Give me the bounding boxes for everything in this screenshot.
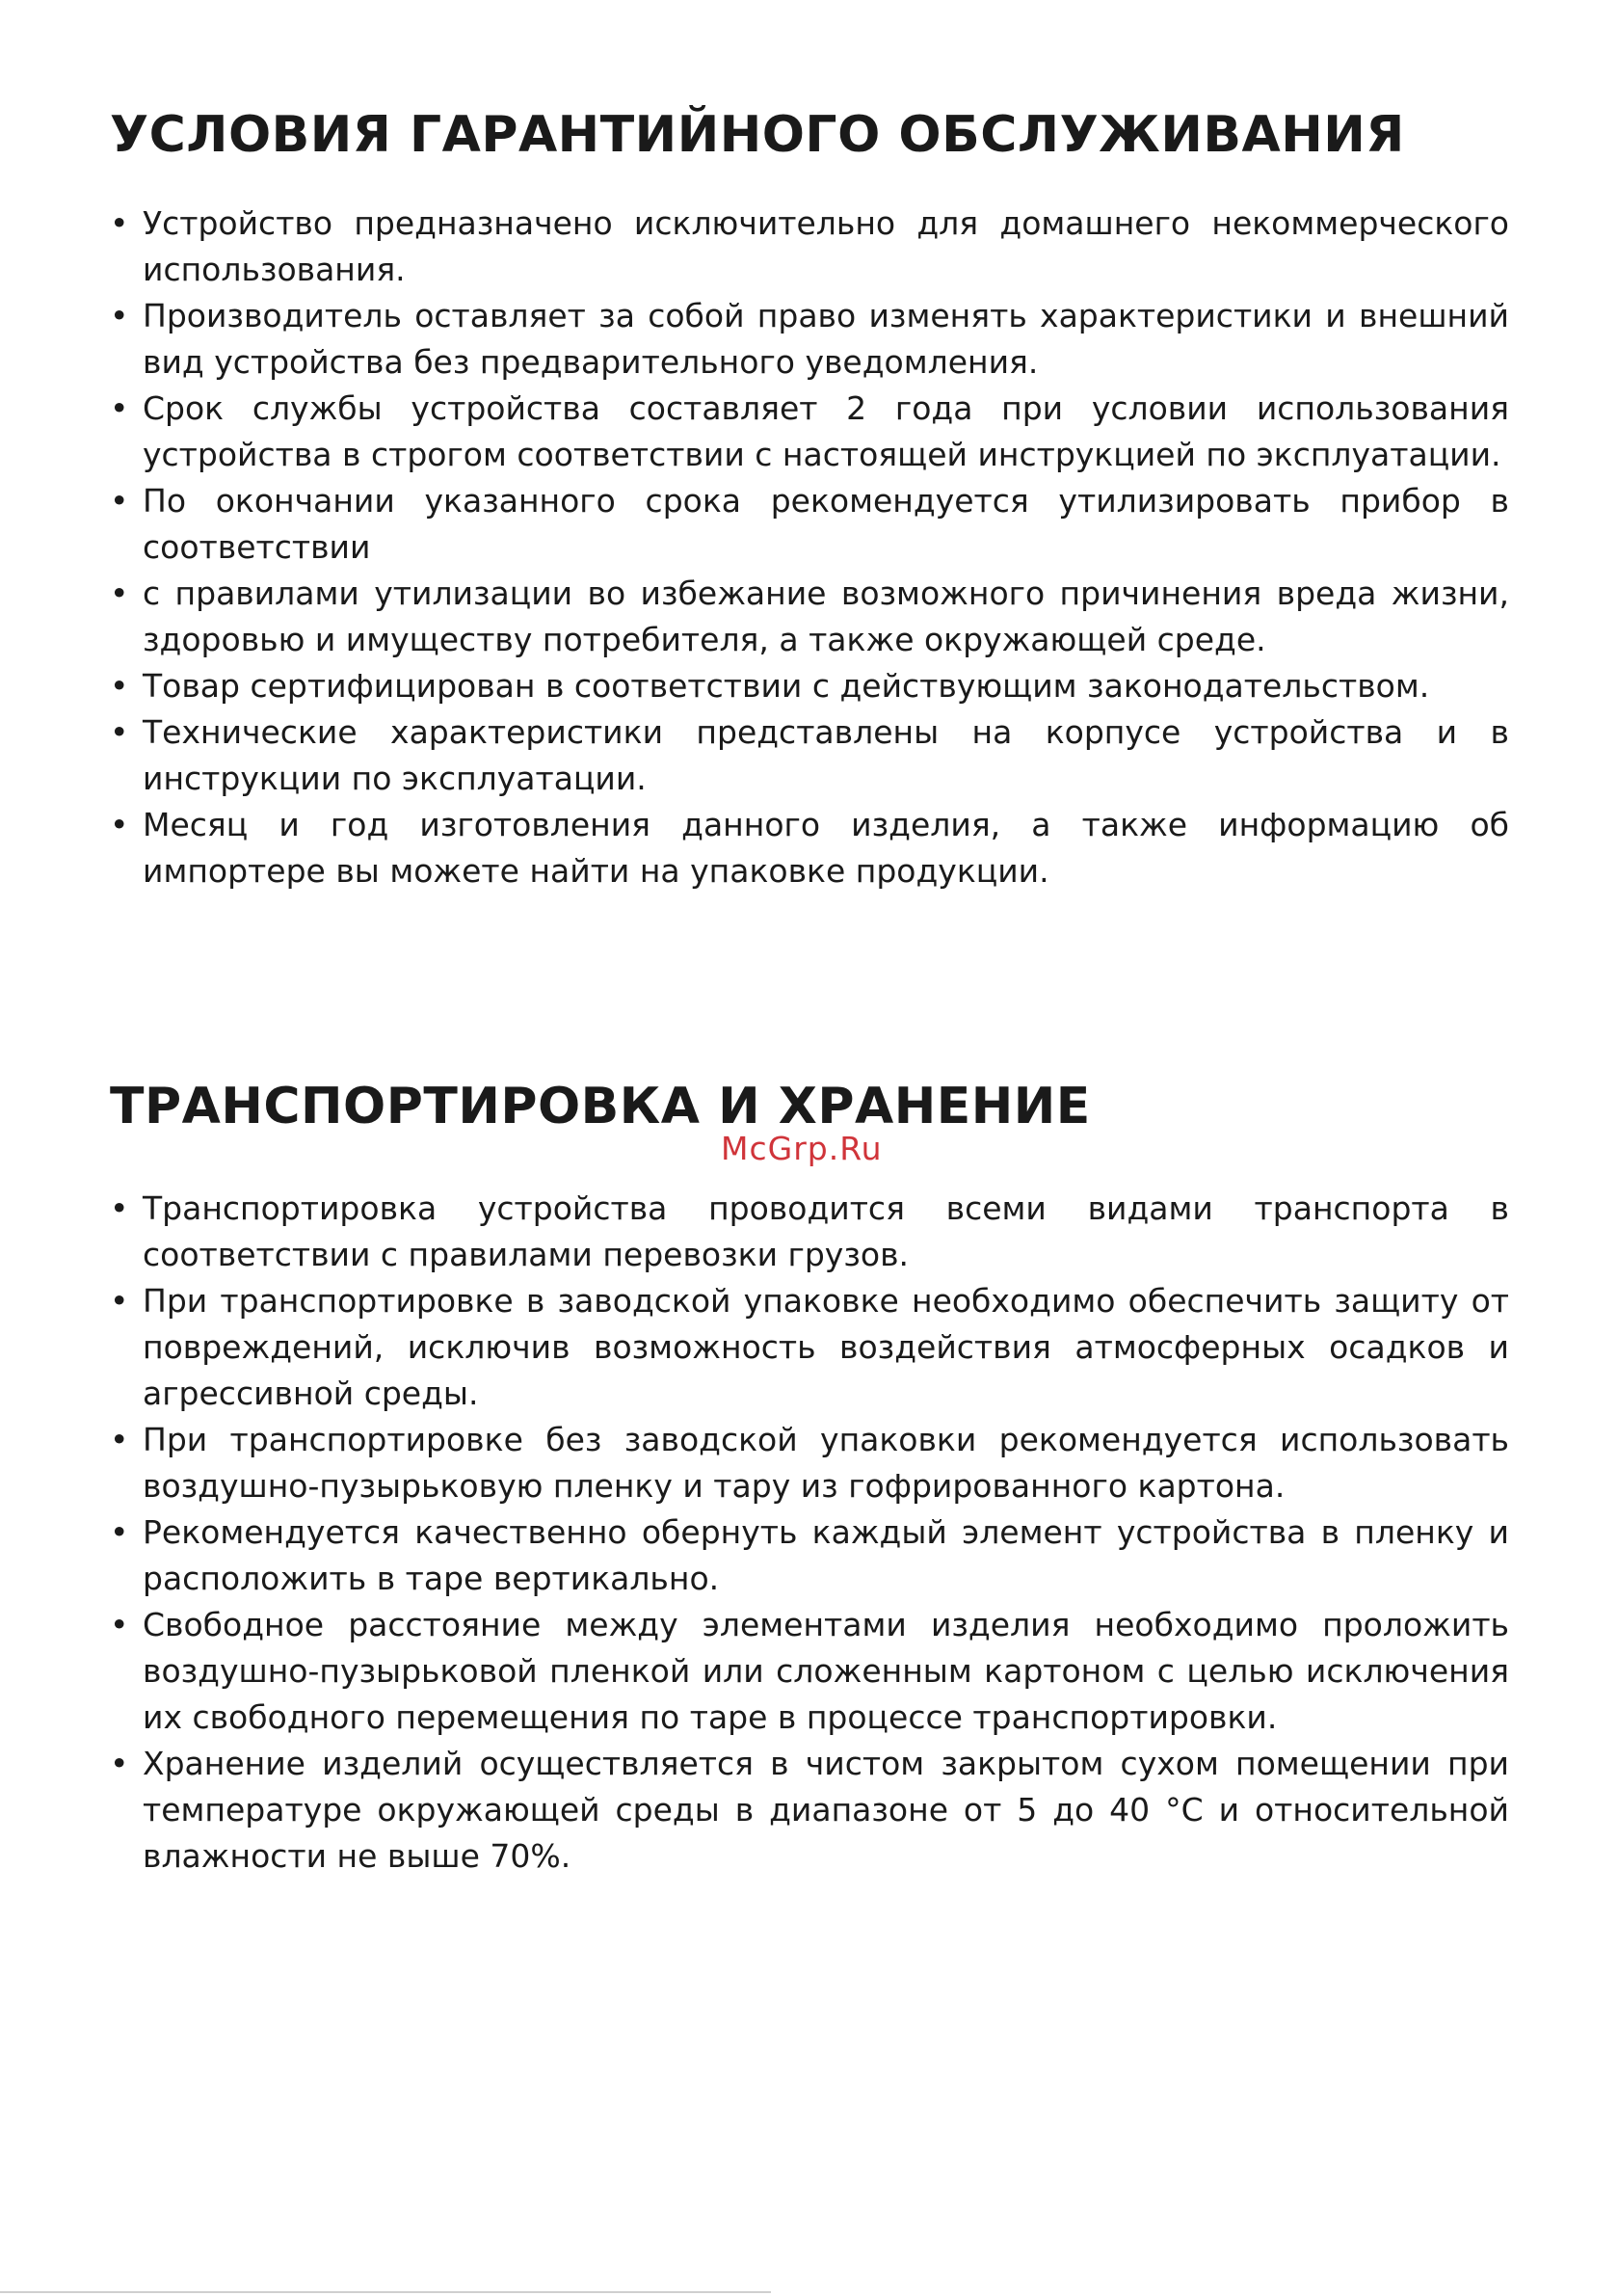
transport-title: ТРАНСПОРТИРОВКА И ХРАНЕНИЕ	[110, 1078, 1091, 1135]
bullet-icon: •	[110, 1189, 129, 1227]
list-item-text: Свободное расстояние между элементами изделия необходимо проложить воздушно-пузырьковой пленкой или сложенным картоном с целью исключения их свободного перемещения по таре в процессе транспортировки.	[143, 1606, 1509, 1736]
warranty-title: УСЛОВИЯ ГАРАНТИЙНОГО ОБСЛУЖИВАНИЯ	[110, 106, 1405, 164]
list-item	[110, 1602, 1509, 1741]
bullet-icon: •	[110, 667, 129, 705]
warranty-section	[110, 94, 1509, 894]
bottom-divider	[0, 2291, 771, 2293]
bullet-icon: •	[110, 204, 129, 242]
list-item-text: По окончании указанного срока рекомендуется утилизировать прибор в соответствии	[143, 482, 1509, 566]
list-item-text: Рекомендуется качественно обернуть каждый элемент устройства в пленку и расположить в таре вертикально.	[143, 1513, 1509, 1597]
list-item	[110, 200, 1509, 293]
list-item	[110, 293, 1509, 386]
list-item	[110, 1741, 1509, 1880]
list-item	[110, 571, 1509, 663]
list-item-text: Производитель оставляет за собой право изменять характеристики и внешний вид устройства без предварительного уведомления.	[143, 297, 1509, 381]
list-item	[110, 663, 1509, 709]
list-item	[110, 1509, 1509, 1602]
bullet-icon: •	[110, 1606, 129, 1643]
list-item-text: с правилами утилизации во избежание возможного причинения вреда жизни, здоровью и имуществу потребителя, а также окружающей среде.	[143, 574, 1509, 658]
bullet-icon: •	[110, 1513, 129, 1551]
list-item-text: Товар сертифицирован в соответствии с действующим законодательством.	[143, 667, 1430, 705]
list-item	[110, 1417, 1509, 1509]
bullet-icon: •	[110, 389, 129, 427]
list-item-text: Месяц и год изготовления данного изделия, а также информацию об импортере вы можете найти на упаковке продукции.	[143, 806, 1509, 890]
list-item	[110, 802, 1509, 894]
list-item-text: Устройство предназначено исключительно для домашнего некоммерческого использования.	[143, 204, 1509, 288]
list-item	[110, 1186, 1509, 1278]
bullet-icon: •	[110, 1421, 129, 1458]
list-item-text: Технические характеристики представлены на корпусе устройства и в инструкции по эксплуатации.	[143, 713, 1509, 797]
list-item	[110, 478, 1509, 571]
list-item-text: При транспортировке в заводской упаковке необходимо обеспечить защиту от повреждений, исключив возможность воздействия атмосферных осадков и агрессивной среды.	[143, 1282, 1509, 1412]
list-item	[110, 709, 1509, 802]
bullet-icon: •	[110, 482, 129, 520]
bullet-icon: •	[110, 297, 129, 334]
transport-list	[110, 1186, 1509, 1880]
list-item-text: При транспортировке без заводской упаковки рекомендуется использовать воздушно-пузырьковую пленку и тару из гофрированного картона.	[143, 1421, 1509, 1505]
bullet-icon: •	[110, 806, 129, 843]
watermark-text: McGrp.Ru	[721, 1130, 883, 1167]
bullet-icon: •	[110, 574, 129, 612]
list-item-text: Транспортировка устройства проводится всеми видами транспорта в соответствии с правилами перевозки грузов.	[143, 1189, 1509, 1273]
transport-section	[110, 1066, 1509, 1880]
warranty-list	[110, 200, 1509, 894]
list-item-text: Срок службы устройства составляет 2 года при условии использования устройства в строгом соответствии с настоящей инструкцией по эксплуатации.	[143, 389, 1509, 473]
bullet-icon: •	[110, 1745, 129, 1782]
bullet-icon: •	[110, 713, 129, 751]
list-item	[110, 1278, 1509, 1417]
bullet-icon: •	[110, 1282, 129, 1320]
list-item-text: Хранение изделий осуществляется в чистом закрытом сухом помещении при температуре окружающей среды в диапазоне от 5 до 40 °С и относительной влажности не выше 70%.	[143, 1745, 1509, 1875]
list-item	[110, 386, 1509, 478]
